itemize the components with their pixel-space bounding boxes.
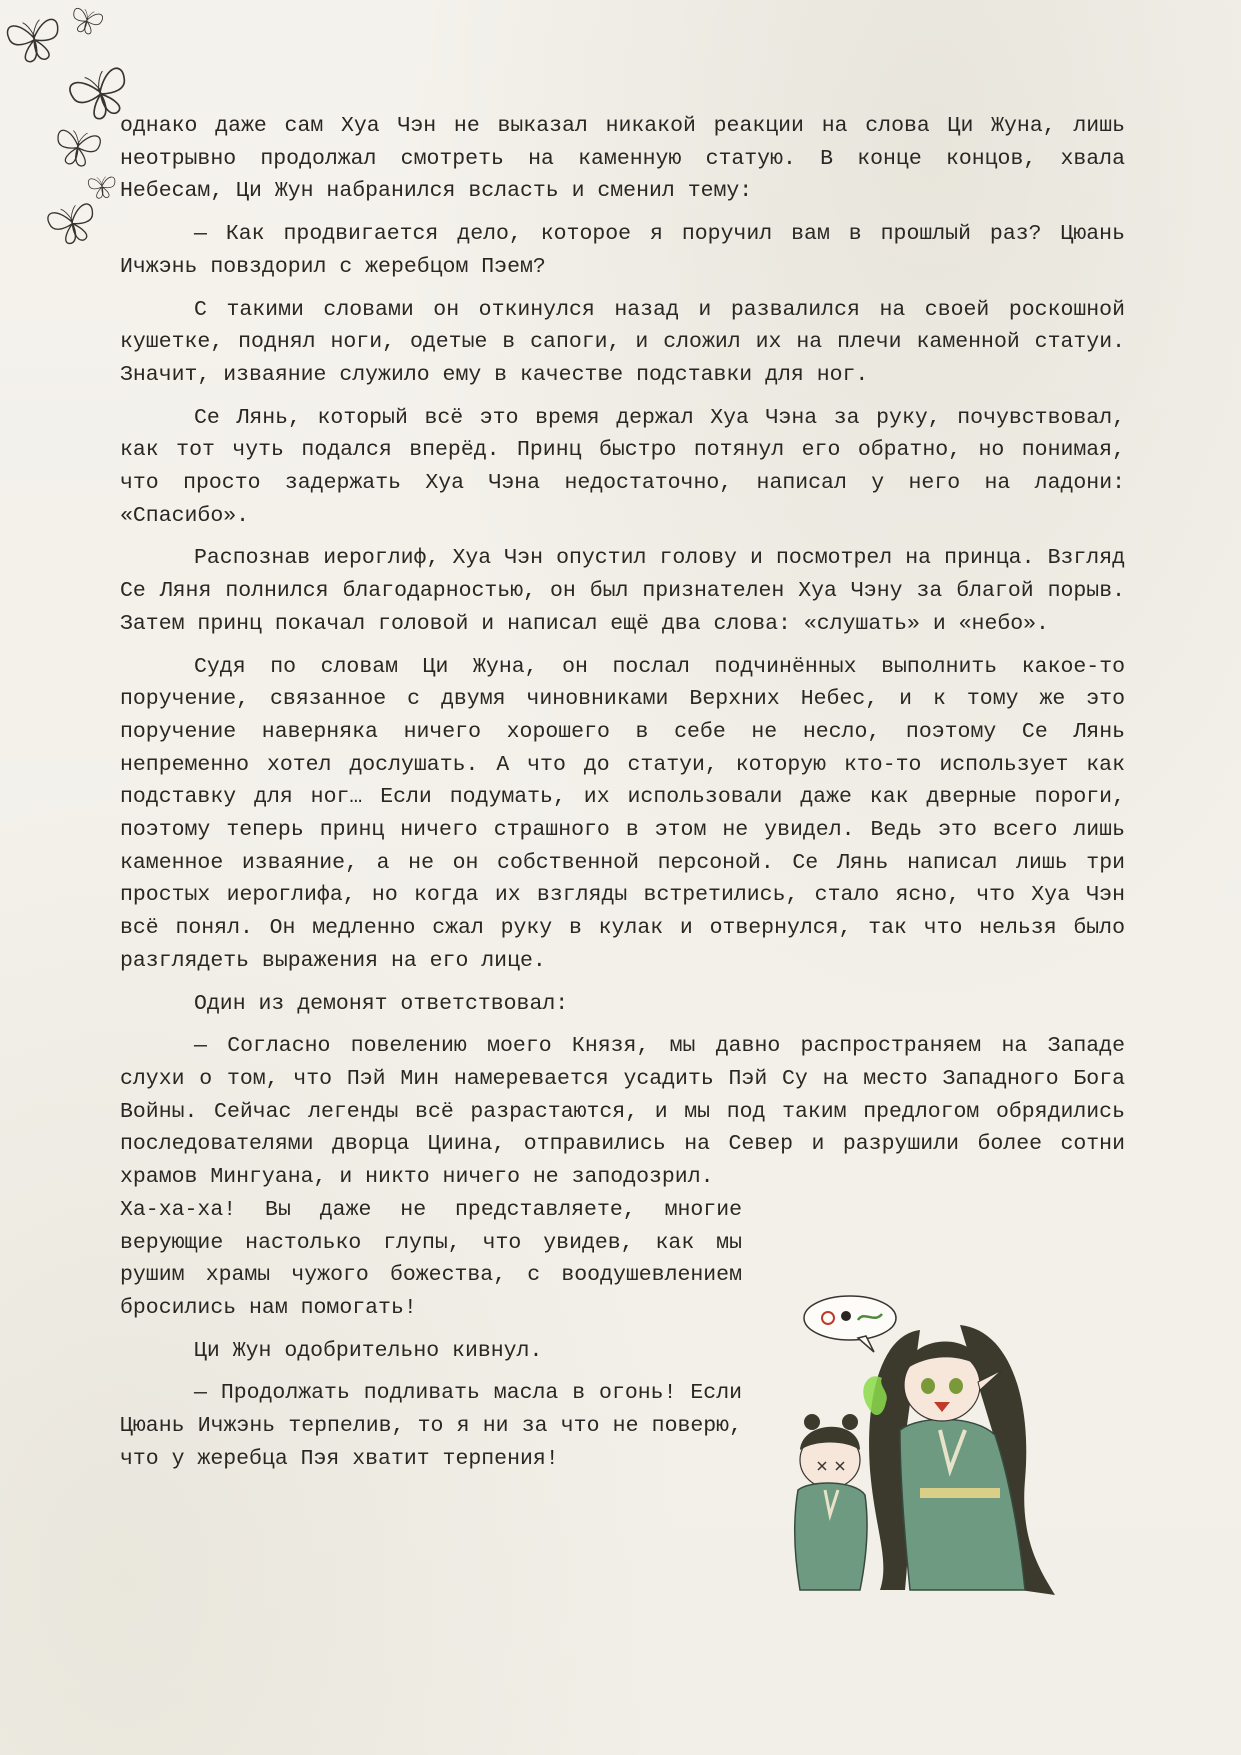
paragraph: однако даже сам Хуа Чэн не выказал никакой реакции на слова Ци Жуна, лишь неотрывно продолжал смотреть на каменную статую. В конце концов, хвала Небесам, Ци Жун набранился всласть и сменил тему: — [120, 114, 1125, 204]
paragraph: Се Лянь, который всё это время держал Хуа Чэна за руку, почувствовал, как тот чуть подался вперёд. Принц быстро потянул его обратно, но понимая, что просто задержать Хуа Чэна недостаточно, написал у него на ладони: «Спасибо». — [120, 405, 1125, 528]
paragraph: С такими словами он откинулся назад и развалился на своей роскошной кушетке, поднял ноги, одетые в сапоги, и сложил их на плечи каменной статуи. Значит, изваяние служило ему в качестве подставки для ног. — [120, 297, 1125, 387]
butterfly-icon — [69, 7, 103, 37]
paragraph: — Согласно повелению моего Князя, мы давно распространяем на Западе слухи о том, что Пэй Мин намеревается усадить Пэй Су на место Западного Бога Войны. Сейчас легенды всё разрастаются, и мы под таким предлогом обрядились последователями дворца Циина, отправились на Север и разрушили более сотни храмов Мингуана, и никто ничего не заподозрил. — [120, 1034, 1125, 1190]
speech-bubble-icon — [804, 1296, 896, 1352]
butterfly-icon — [6, 17, 63, 65]
paragraph: — Как продвигается дело, которое я поручил вам в прошлый раз? Цюань Ичжэнь повздорил с жеребцом Пэем? — [120, 222, 1125, 279]
butterfly-icon — [46, 201, 99, 247]
butterfly-icon — [54, 128, 102, 168]
paragraph: Распознав иероглиф, Хуа Чэн опустил голову и посмотрел на принца. Взгляд Се Ляня полнился благодарностью, он был признателен Хуа Чэну за благой порыв. Затем принц покачал головой и написал ещё два слова: «слушать» и «небо». — [120, 546, 1125, 636]
chibi-characters-illustration — [770, 1290, 1130, 1610]
paragraph: Судя по словам Ци Жуна, он послал подчинённых выполнить какое-то поручение, связанное с двумя чиновниками Верхних Небес, и к тому же это поручение наверняка ничего хорошего в себе не несло, поэтому Се Лянь непременно хотел дослушать. А что до статуи, которую кто-то использует как подставку для ног… Если подумать, их использовали даже как дверные пороги, поэтому теперь принц ничего страшного в этом не увидел. Ведь это всего лишь каменное изваяние, а не он собственной персоной. Се Лянь написал лишь три простых иероглифа, но когда их взгляды встретились, стало ясно, что Хуа Чэн всё понял. Он медленно сжал руку в кулак и отвернулся, так что нельзя было разглядеть выражения на его лице. — [120, 654, 1125, 973]
butterfly-decoration — [0, 0, 130, 260]
paragraph: Один из демонят ответствовал: — [194, 991, 569, 1016]
main-text — [120, 110, 1125, 1485]
paragraph: Ха-ха-ха! Вы даже не представляете, многие верующие настолько глупы, что увидев, как мы рушим храмы чужого божества, с воодушевлением бросились нам помогать! — [120, 1197, 742, 1320]
butterfly-icon — [88, 176, 116, 199]
paragraph: Ци Жун одобрительно кивнул. — [194, 1338, 543, 1363]
paragraph: — Продолжать подливать масла в огонь! Если Цюань Ичжэнь терпелив, то я ни за что не поверю, что у жеребца Пэя хватит терпения! — [120, 1381, 742, 1471]
